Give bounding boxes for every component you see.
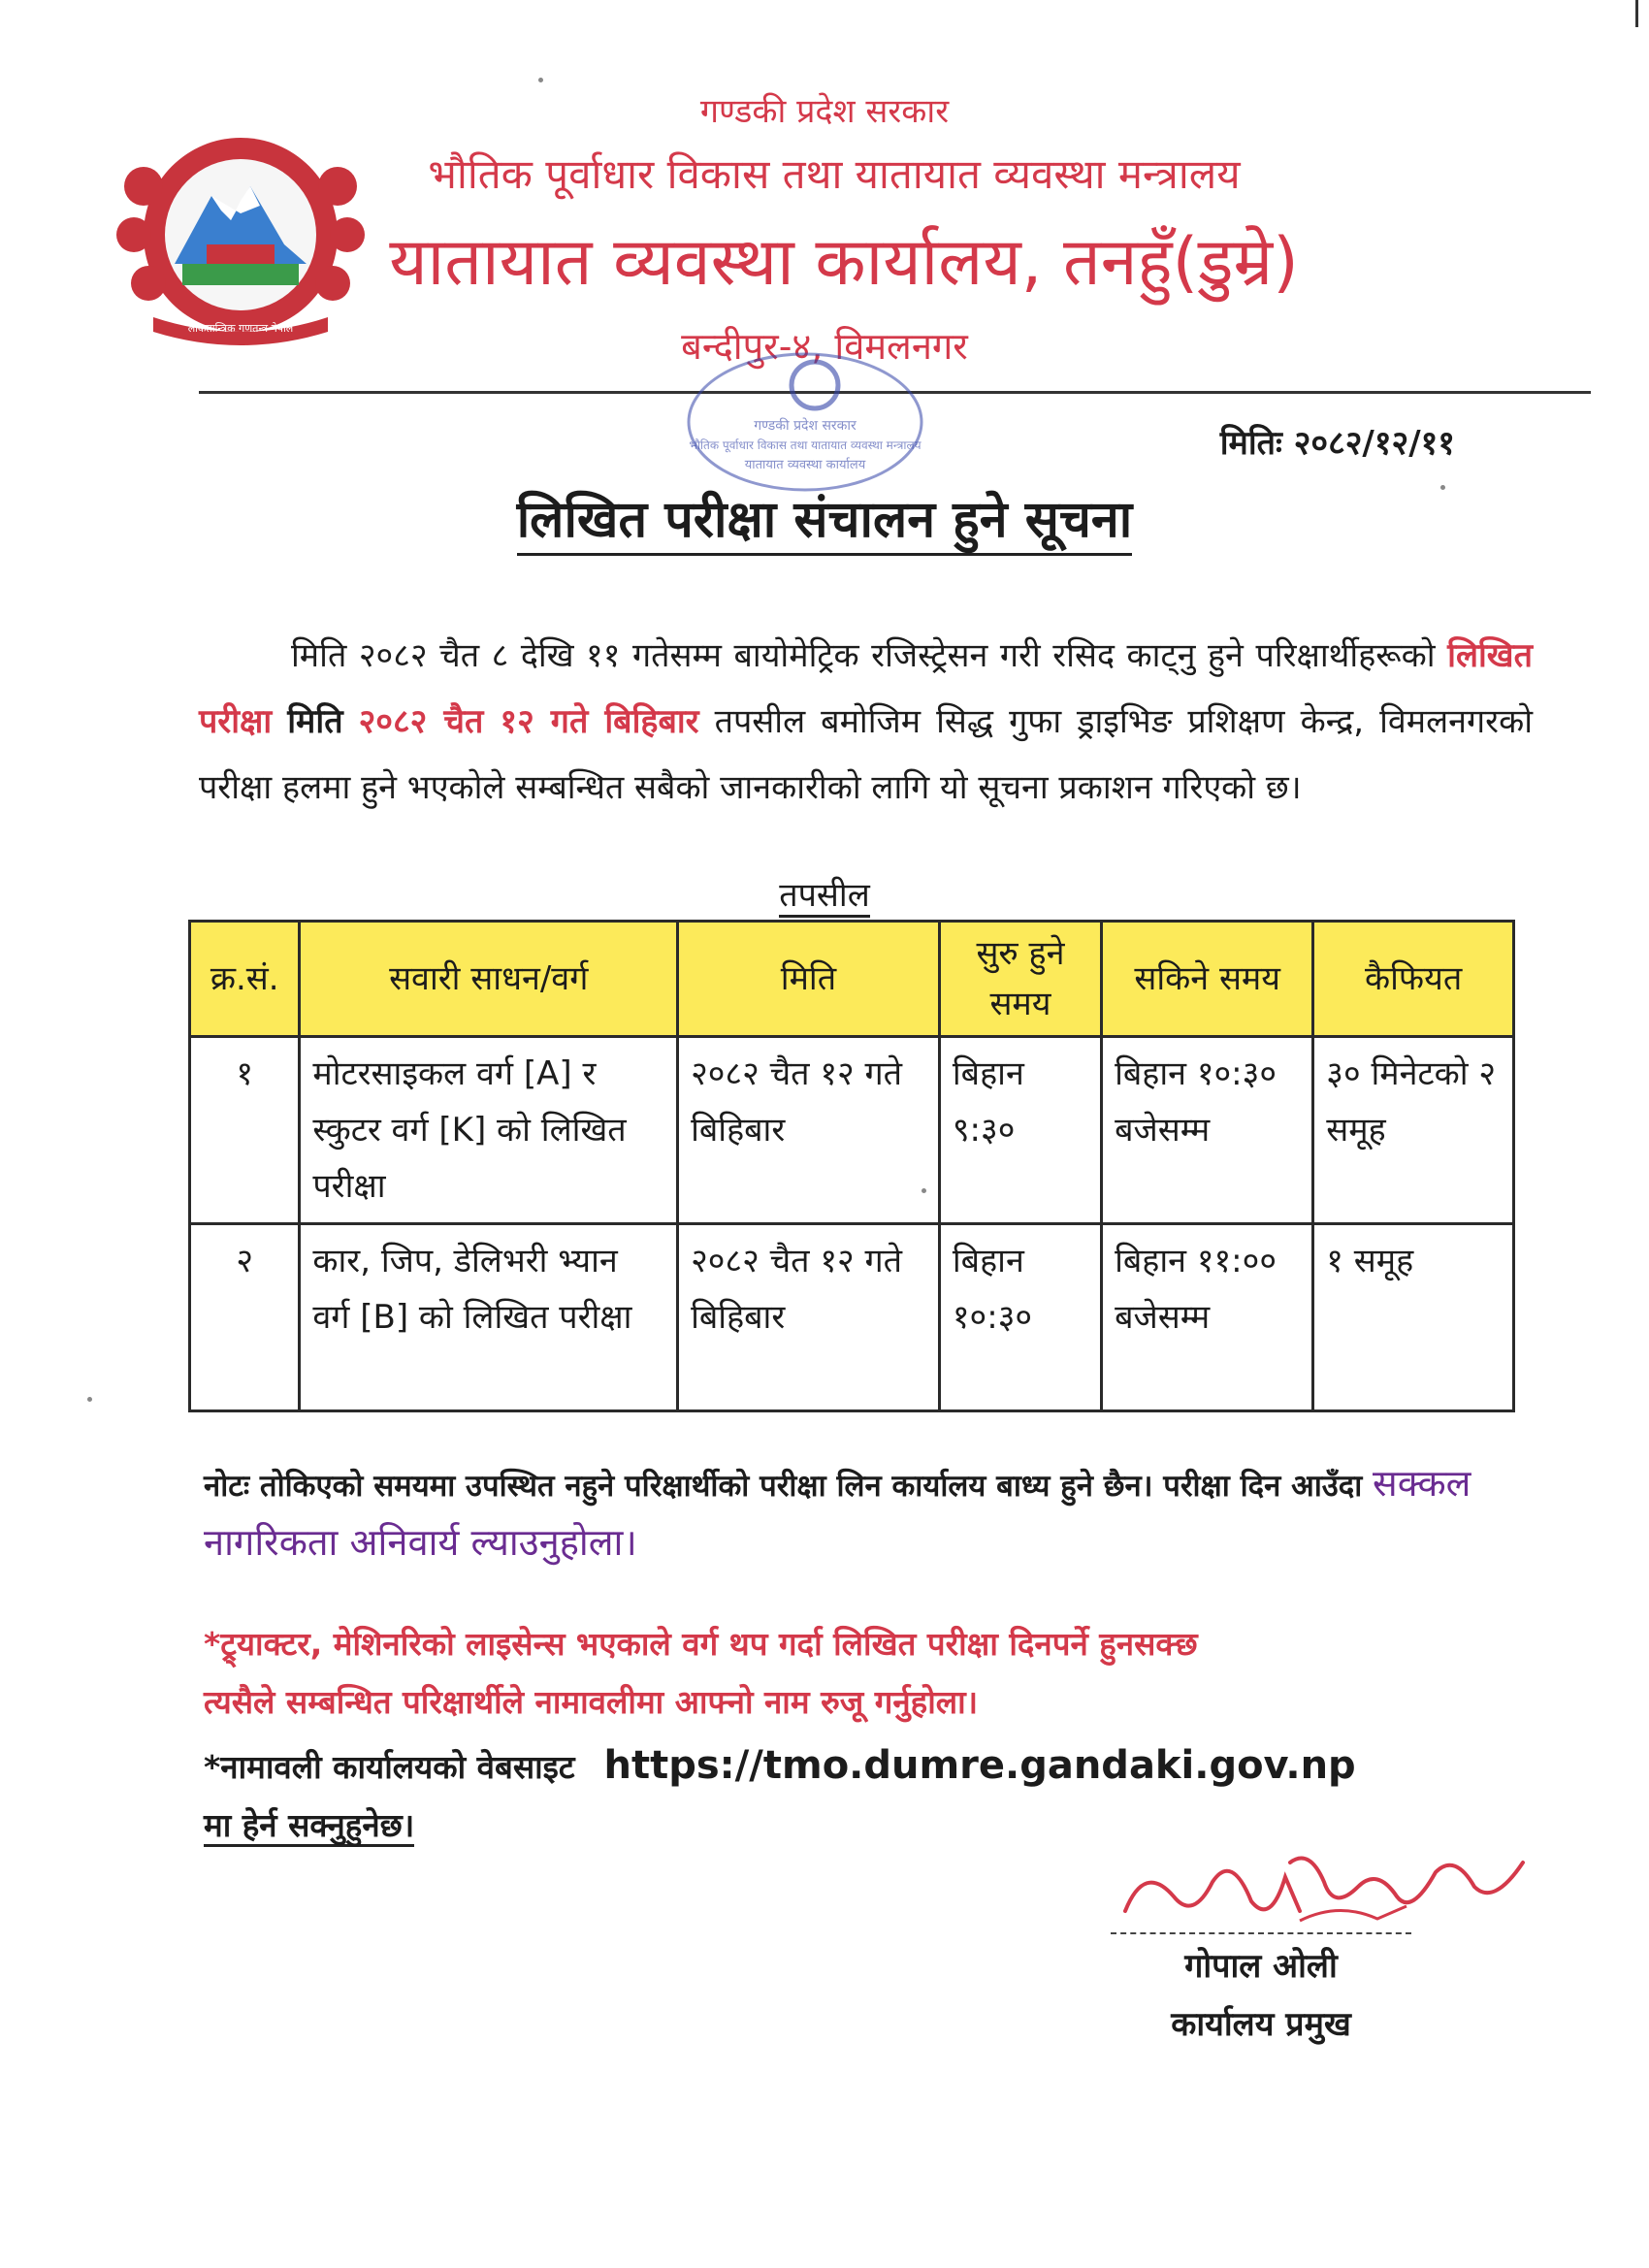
- col-header-vehicle: सवारी साधन/वर्ग: [300, 922, 678, 1037]
- nepal-emblem-icon: [114, 128, 367, 351]
- cell-vehicle: मोटरसाइकल वर्ग [A] र स्कुटर वर्ग [K] को लिखित परीक्षा: [300, 1037, 678, 1224]
- cell-sn: १: [190, 1037, 300, 1224]
- note-paragraph: [204, 1455, 1542, 1573]
- website-url-link[interactable]: https://tmo.dumre.gandaki.gov.np: [603, 1743, 1356, 1788]
- table-title-text: तपसील: [779, 876, 870, 918]
- schedule-table: [188, 920, 1515, 1412]
- table-header-row: [190, 922, 1514, 1037]
- signatory-title: कार्यालय प्रमुख: [1171, 2005, 1351, 2044]
- cell-sn: २: [190, 1224, 300, 1411]
- handwritten-signature-icon: [1116, 1843, 1542, 1930]
- website-notice: [204, 1736, 1542, 1855]
- col-header-start: सुरु हुने समय: [939, 922, 1101, 1037]
- tractor-notice-line2: त्यसैले सम्बन्धित परिक्षार्थीले नामावलीमा आफ्नो नाम रुजू गर्नुहोला।: [204, 1683, 979, 1721]
- signatory-name: गोपाल ओली: [1184, 1947, 1338, 1986]
- office-heading: यातायात व्यवस्था कार्यालय, तनहुँ(डुम्रे): [389, 224, 1299, 301]
- table-title: [0, 871, 1649, 916]
- table-row: [190, 1037, 1514, 1224]
- notice-date: मितिः २०८२/१२/११: [1219, 424, 1455, 463]
- note-text: नोटः तोकिएको समयमा उपस्थित नहुने परिक्षार्थीको परीक्षा लिन कार्यालय बाध्य हुने छैन। परीक्षा दिन आउँदा: [204, 1469, 1374, 1504]
- cell-remarks: ३० मिनेटको २ समूह: [1313, 1037, 1514, 1224]
- cell-end: बिहान १०:३० बजेसम्म: [1102, 1037, 1313, 1224]
- body-exam-date: २०८२ चैत १२ गते बिहिबार: [358, 702, 699, 741]
- province-government-heading: गण्डकी प्रदेश सरकार: [699, 92, 950, 131]
- tractor-notice-line1: *ट्र्याक्टर, मेशिनरिको लाइसेन्स भएकाले वर्ग थप गर्दा लिखित परीक्षा दिनपर्ने हुनसक्छ: [204, 1625, 1198, 1663]
- scan-edge-mark: [1635, 0, 1638, 27]
- tractor-notice: [204, 1615, 1542, 1732]
- signature-line: [1111, 1932, 1411, 1934]
- cell-date: २०८२ चैत १२ गते बिहिबार: [678, 1037, 940, 1224]
- cell-vehicle: कार, जिप, डेलिभरी भ्यान वर्ग [B] को लिखित परीक्षा: [300, 1224, 678, 1411]
- note-citizenship-highlight: सक्कल नागरिकता अनिवार्य ल्याउनुहोला।: [204, 1462, 1471, 1564]
- scan-speck: [538, 78, 543, 82]
- body-date-label: मिति: [287, 702, 343, 741]
- svg-text:भौतिक पूर्वाधार विकास तथा याता: भौतिक पूर्वाधार विकास तथा यातायात व्यवस्था मन्त्रालय: [689, 438, 922, 452]
- svg-text:गण्डकी प्रदेश सरकार: गण्डकी प्रदेश सरकार: [754, 418, 857, 434]
- svg-text:यातायात व्यवस्था कार्यालय: यातायात व्यवस्था कार्यालय: [744, 458, 866, 472]
- table-row: [190, 1224, 1514, 1411]
- cell-remarks: १ समूह: [1313, 1224, 1514, 1411]
- col-header-remarks: कैफियत: [1313, 922, 1514, 1037]
- cell-end: बिहान ११:०० बजेसम्म: [1102, 1224, 1313, 1411]
- website-notice-line2: मा हेर्न सक्नुहुनेछ।: [204, 1806, 414, 1847]
- cell-start: बिहान १०:३०: [939, 1224, 1101, 1411]
- body-intro: मिति २०८२ चैत ८ देखि ११ गतेसम्म बायोमेट्रिक रजिस्ट्रेसन गरी रसिद काट्नु हुने परिक्षार्थीहरूको: [291, 636, 1436, 675]
- ministry-heading: भौतिक पूर्वाधार विकास तथा यातायात व्यवस्था मन्त्रालय: [428, 150, 1241, 198]
- svg-text:लोकतान्त्रिक गणतन्त्र नेपाल: लोकतान्त्रिक गणतन्त्र नेपाल: [187, 322, 294, 335]
- scan-speck: [922, 1188, 926, 1193]
- office-address: बन्दीपुर-४, विमलनगर: [681, 325, 968, 368]
- notice-body: [199, 623, 1533, 821]
- body-written-exam: लिखित परीक्षा: [199, 636, 1533, 741]
- body-rest: तपसील बमोजिम सिद्ध गुफा ड्राइभिङ प्रशिक्षण केन्द्र, विमलनगरको परीक्षा हलमा हुने भएकोले सम्बन्धित सबैको जानकारीको लागि यो सूचना प्रकाशन गरिएको छ।: [199, 702, 1534, 807]
- scan-speck: [1440, 485, 1445, 490]
- office-stamp-icon: [679, 344, 931, 495]
- notice-title: [0, 483, 1649, 552]
- scan-speck: [87, 1397, 92, 1402]
- cell-start: बिहान ९:३०: [939, 1037, 1101, 1224]
- col-header-sn: क्र.सं.: [190, 922, 300, 1037]
- notice-title-text: लिखित परीक्षा संचालन हुने सूचना: [517, 491, 1133, 556]
- col-header-end: सकिने समय: [1102, 922, 1313, 1037]
- col-header-date: मिति: [678, 922, 940, 1037]
- cell-date: २०८२ चैत १२ गते बिहिबार: [678, 1224, 940, 1411]
- website-notice-text: *नामावली कार्यालयको वेबसाइट: [204, 1748, 575, 1786]
